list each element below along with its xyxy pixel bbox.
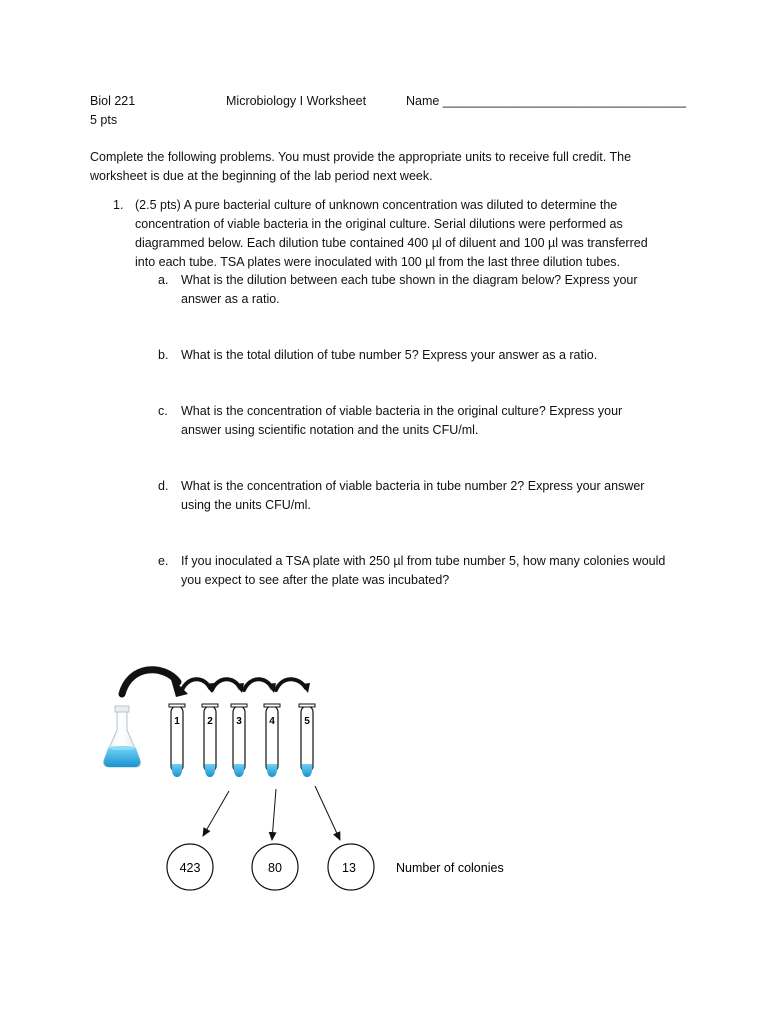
course-code: Biol 221 — [90, 94, 136, 108]
part-e-line: you expect to see after the plate was incubated? — [181, 573, 450, 587]
part-d-label: d. — [158, 479, 169, 493]
question-1-line: into each tube. TSA plates were inoculated with 100 µl from the last three dilution tubes. — [135, 255, 621, 269]
arrow-head-icon — [235, 683, 244, 693]
part-b-label: b. — [158, 348, 169, 362]
transfer-arrow-flask — [122, 670, 178, 694]
tube-number-label: 3 — [236, 716, 242, 727]
part-d-line: What is the concentration of viable bacteria in tube number 2? Express your answer — [181, 479, 645, 493]
colony-count: 80 — [268, 861, 282, 875]
points-label: 5 pts — [90, 113, 118, 127]
part-a-line: What is the dilution between each tube shown in the diagram below? Express your — [181, 273, 638, 287]
question-1-line: diagrammed below. Each dilution tube contained 400 µl of diluent and 100 µl was transferred — [135, 236, 648, 250]
part-c-line: What is the concentration of viable bacteria in the original culture? Express your — [181, 404, 623, 418]
plating-arrow — [203, 791, 229, 836]
part-d-line: using the units CFU/ml. — [181, 498, 311, 512]
colony-count: 13 — [342, 861, 356, 875]
question-1-number: 1. — [113, 198, 124, 212]
colony-count: 423 — [179, 861, 201, 875]
instructions-line-1: Complete the following problems. You must provide the appropriate units to receive full credit. The — [90, 150, 632, 164]
tube-number-label: 2 — [207, 716, 213, 727]
part-c-line: answer using scientific notation and the units CFU/ml. — [181, 423, 479, 437]
dilution-tube — [264, 704, 280, 777]
tube-number-label: 5 — [304, 716, 310, 727]
tube-number-label: 1 — [174, 716, 180, 727]
plating-arrow — [315, 786, 340, 840]
arrow-head-icon — [301, 683, 310, 693]
part-e-label: e. — [158, 554, 169, 568]
colonies-label: Number of colonies — [396, 861, 504, 875]
dilution-tube — [202, 704, 218, 777]
question-1-line: (2.5 pts) A pure bacterial culture of unknown concentration was diluted to determine the — [135, 198, 618, 212]
dilution-tube — [231, 704, 247, 777]
worksheet-title: Microbiology I Worksheet — [226, 94, 367, 108]
dilution-tube — [169, 704, 185, 777]
part-e-line: If you inoculated a TSA plate with 250 µl from tube number 5, how many colonies would — [181, 554, 666, 568]
question-1-line: concentration of viable bacteria in the original culture. Serial dilutions were performed as — [135, 217, 623, 231]
instructions-line-2: worksheet is due at the beginning of the lab period next week. — [90, 169, 433, 183]
name-field: Name ___________________________________ — [406, 94, 687, 108]
dilution-tube — [299, 704, 315, 777]
tube-number-label: 4 — [269, 716, 275, 727]
part-a-label: a. — [158, 273, 169, 287]
plating-arrow — [272, 789, 276, 840]
agar-plate — [252, 844, 298, 890]
agar-plate — [328, 844, 374, 890]
part-c-label: c. — [158, 404, 168, 418]
arrow-head-icon — [267, 683, 276, 693]
agar-plate — [167, 844, 213, 890]
part-b-line: What is the total dilution of tube number 5? Express your answer as a ratio. — [181, 348, 598, 362]
part-a-line: answer as a ratio. — [181, 292, 280, 306]
flask-icon — [104, 706, 141, 767]
